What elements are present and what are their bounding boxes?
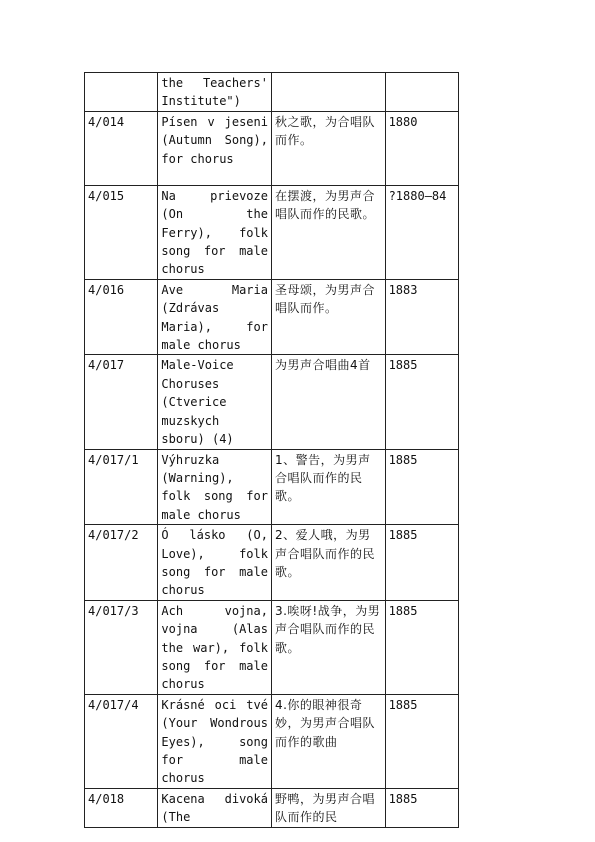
chinese-description-cell: 在摆渡，为男声合唱队而作的民歌。: [271, 185, 385, 279]
catalog-number-cell: 4/017/3: [85, 600, 158, 694]
chinese-description-cell: 1、警告，为男声合唱队而作的民歌。: [271, 449, 385, 525]
year-cell: 1885: [385, 449, 458, 525]
title-cell: Výhruzka (Warning), folk song for male chorus: [158, 449, 272, 525]
table-row: [85, 525, 459, 601]
table-row: [85, 73, 459, 112]
year-cell: [385, 73, 458, 112]
year-cell: ?1880–84: [385, 185, 458, 279]
chinese-description-cell: 为男声合唱曲4首: [271, 355, 385, 449]
catalog-number-cell: 4/014: [85, 111, 158, 185]
year-cell: 1880: [385, 111, 458, 185]
catalog-number-cell: 4/017/4: [85, 694, 158, 788]
catalog-number-cell: [85, 73, 158, 112]
year-cell: 1885: [385, 600, 458, 694]
table-row: [85, 788, 459, 827]
title-cell: Krásné oci tvé (Your Wondrous Eyes), song for male chorus: [158, 694, 272, 788]
title-cell: the Teachers' Institute"): [158, 73, 272, 112]
chinese-description-cell: 野鸭，为男声合唱队而作的民: [271, 788, 385, 827]
catalog-number-cell: 4/017/2: [85, 525, 158, 601]
catalog-number-cell: 4/016: [85, 279, 158, 355]
table-row: [85, 185, 459, 279]
table-row: [85, 279, 459, 355]
works-catalog-table: [84, 72, 459, 828]
chinese-description-cell: 秋之歌，为合唱队而作。: [271, 111, 385, 185]
title-cell: Na prievoze (On the Ferry), folk song for male chorus: [158, 185, 272, 279]
chinese-description-cell: 3.唉呀!战争，为男声合唱队而作的民歌。: [271, 600, 385, 694]
title-cell: Kacena divoká (The: [158, 788, 272, 827]
chinese-description-cell: 圣母颂，为男声合唱队而作。: [271, 279, 385, 355]
catalog-number-cell: 4/017: [85, 355, 158, 449]
table-row: [85, 600, 459, 694]
catalog-number-cell: 4/018: [85, 788, 158, 827]
year-cell: 1885: [385, 525, 458, 601]
chinese-description-cell: [271, 73, 385, 112]
table-row: [85, 449, 459, 525]
table-row: [85, 355, 459, 449]
catalog-number-cell: 4/017/1: [85, 449, 158, 525]
table-row: [85, 694, 459, 788]
title-cell: Ave Maria (Zdrávas Maria), for male chorus: [158, 279, 272, 355]
title-cell: Písen v jeseni (Autumn Song), for chorus: [158, 111, 272, 185]
year-cell: 1885: [385, 355, 458, 449]
table-row: [85, 111, 459, 185]
chinese-description-cell: 4.你的眼神很奇妙，为男声合唱队而作的歌曲: [271, 694, 385, 788]
year-cell: 1885: [385, 788, 458, 827]
catalog-number-cell: 4/015: [85, 185, 158, 279]
chinese-description-cell: 2、爱人哦，为男声合唱队而作的民歌。: [271, 525, 385, 601]
title-cell: Ach vojna, vojna (Alas the war), folk song for male chorus: [158, 600, 272, 694]
title-cell: Male-Voice Choruses (Ctverice muzskych sboru) (4): [158, 355, 272, 449]
year-cell: 1885: [385, 694, 458, 788]
title-cell: Ó lásko (O, Love), folk song for male chorus: [158, 525, 272, 601]
year-cell: 1883: [385, 279, 458, 355]
